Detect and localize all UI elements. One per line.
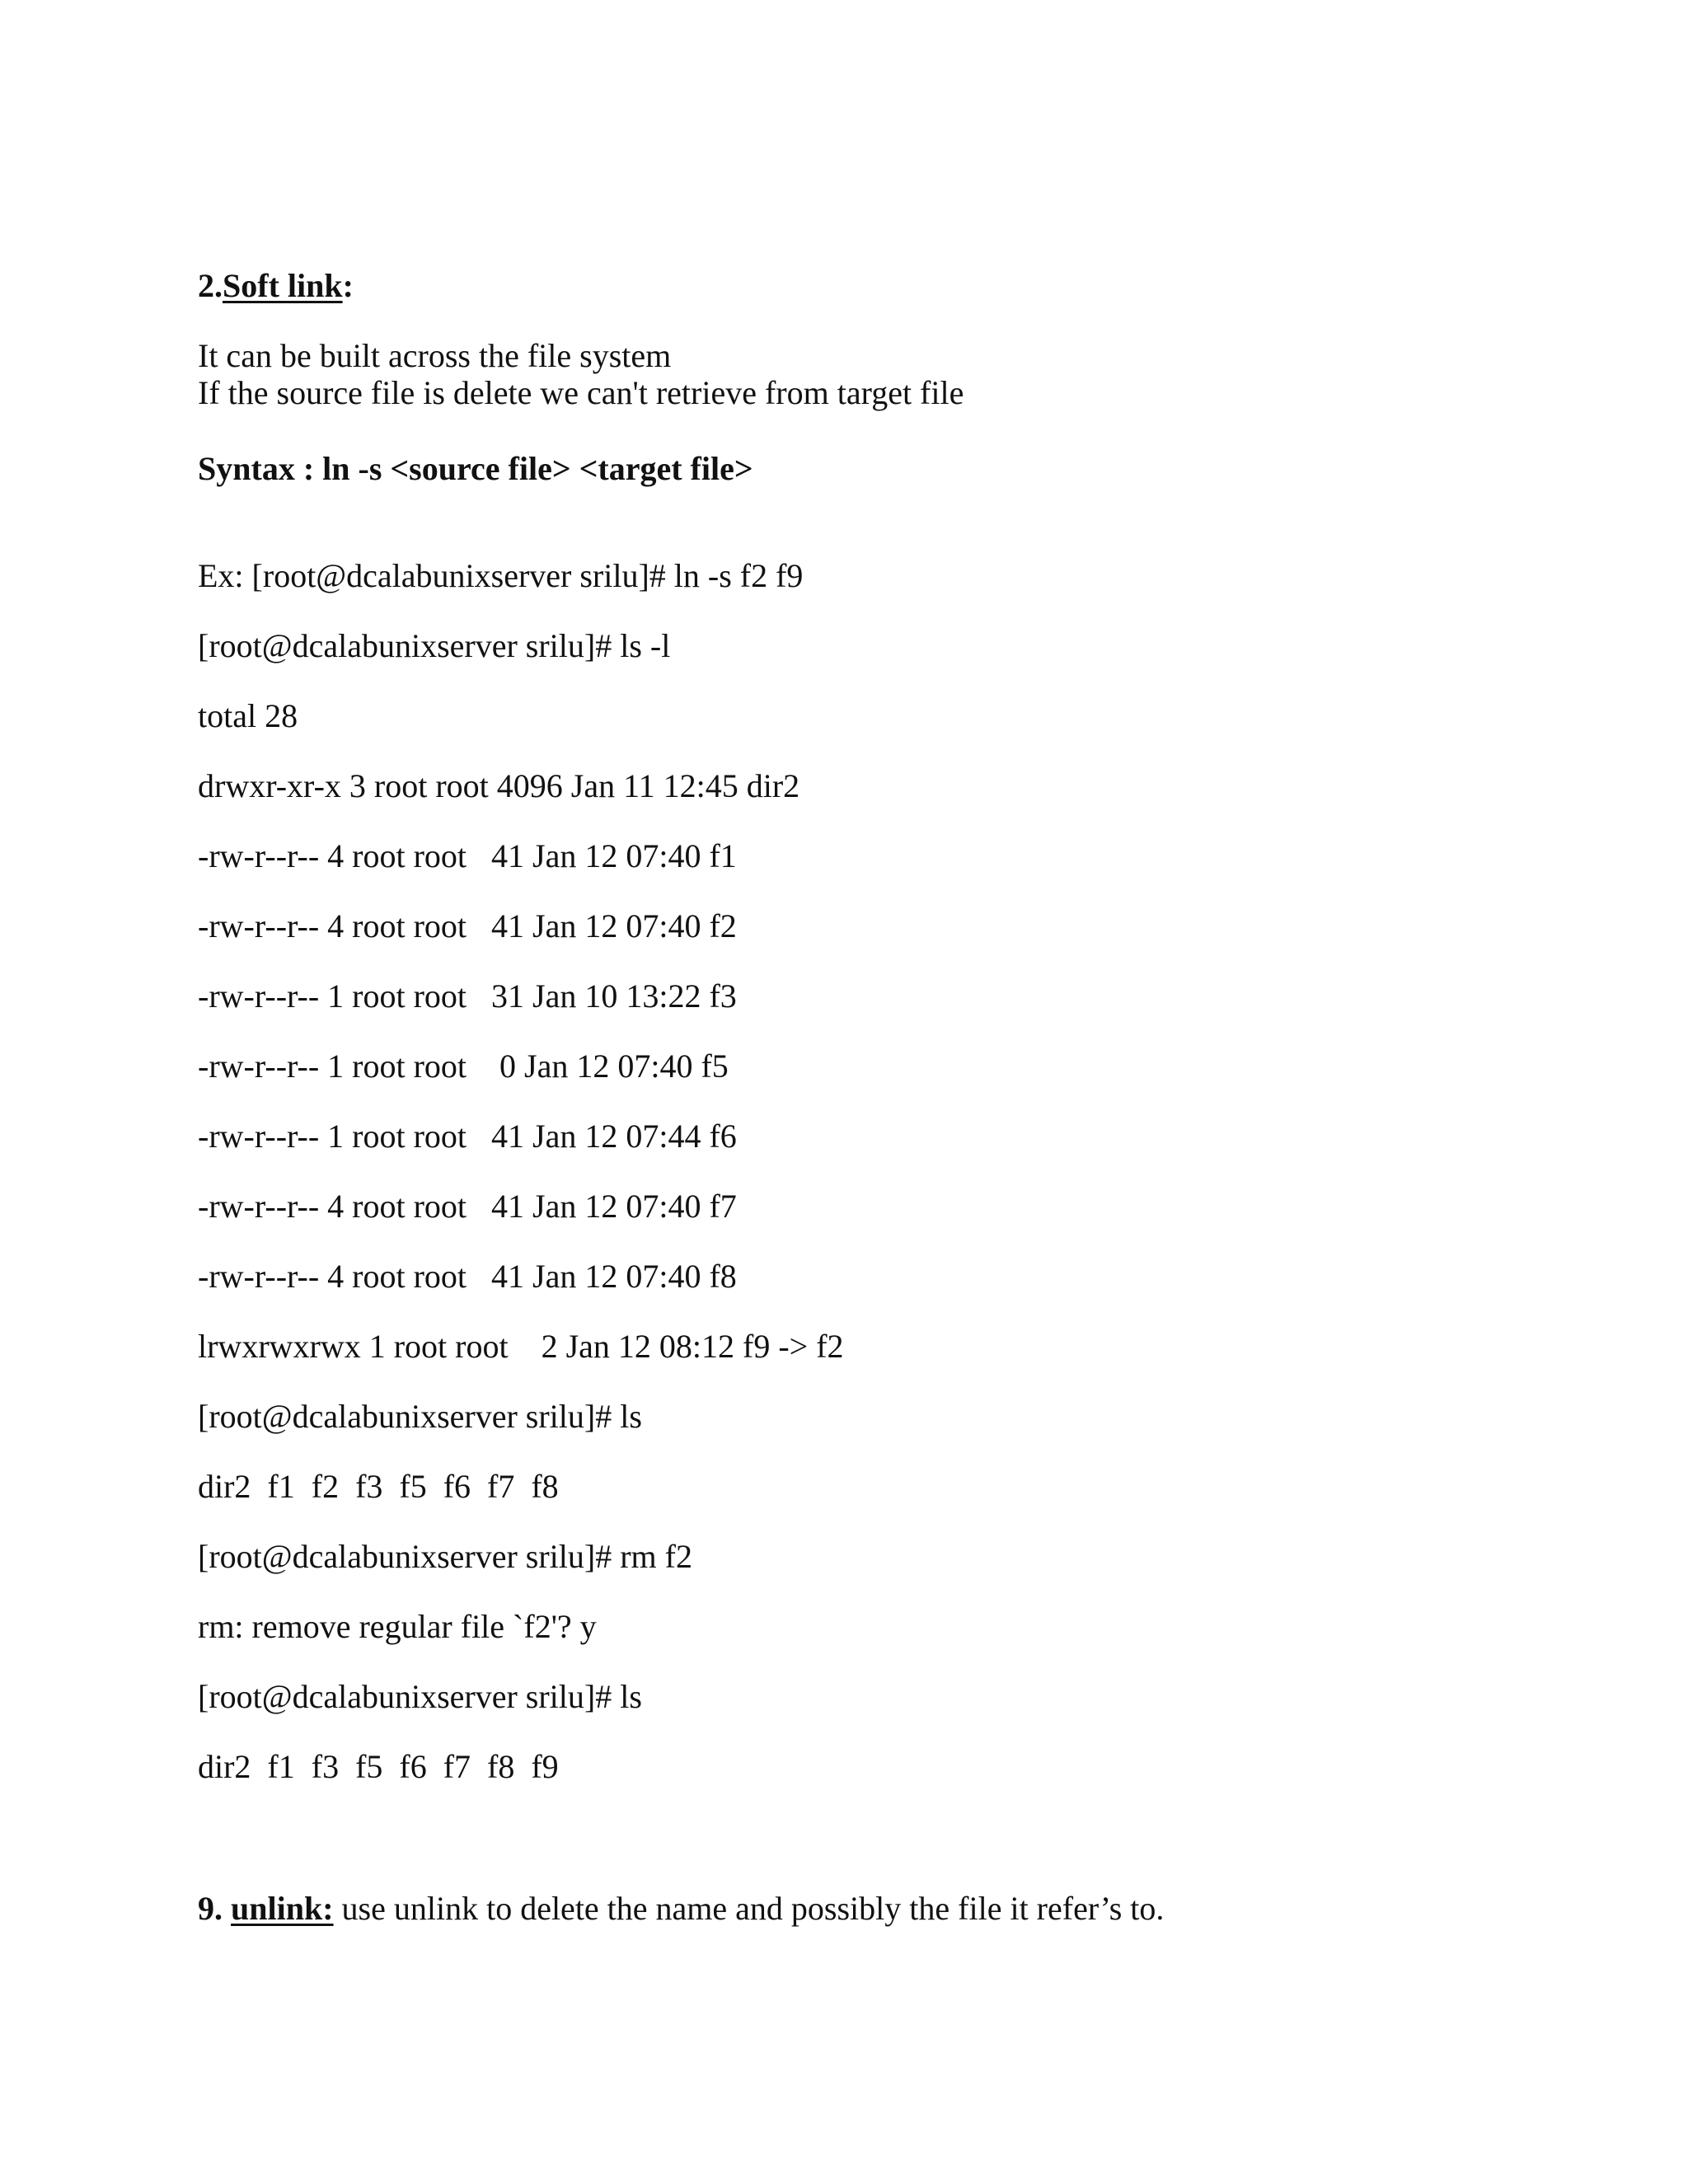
description-line-1: It can be built across the file system: [198, 337, 672, 374]
section-heading: [198, 266, 354, 306]
example-line-6: -rw-r--r-- 4 root root 41 Jan 12 07:40 f2: [198, 907, 737, 944]
example-line-8: -rw-r--r-- 1 root root 0 Jan 12 07:40 f5: [198, 1047, 729, 1085]
example-line-18: dir2 f1 f3 f5 f6 f7 f8 f9: [198, 1748, 559, 1785]
section-colon: :: [342, 267, 354, 304]
example-line-5: -rw-r--r-- 4 root root 41 Jan 12 07:40 f1: [198, 837, 737, 874]
syntax-line: Syntax : ln -s <source file> <target file>: [198, 450, 753, 487]
description-line-2: If the source file is delete we can't retrieve from target file: [198, 374, 964, 411]
unlink-section: [198, 1889, 1164, 1929]
example-line-15: [root@dcalabunixserver srilu]# rm f2: [198, 1538, 692, 1575]
example-line-12: lrwxrwxrwx 1 root root 2 Jan 12 08:12 f9 -> f2: [198, 1328, 844, 1365]
section-number: 2.: [198, 267, 223, 304]
unlink-title: unlink:: [231, 1890, 334, 1927]
example-line-11: -rw-r--r-- 4 root root 41 Jan 12 07:40 f8: [198, 1258, 737, 1295]
section-title: Soft link: [223, 267, 343, 304]
example-line-16: rm: remove regular file `f2'? y: [198, 1608, 597, 1645]
example-line-4: drwxr-xr-x 3 root root 4096 Jan 11 12:45 dir2: [198, 767, 800, 804]
example-line-13: [root@dcalabunixserver srilu]# ls: [198, 1398, 642, 1435]
unlink-number: 9.: [198, 1890, 231, 1927]
example-line-17: [root@dcalabunixserver srilu]# ls: [198, 1678, 642, 1715]
example-line-10: -rw-r--r-- 4 root root 41 Jan 12 07:40 f7: [198, 1188, 737, 1225]
example-line-9: -rw-r--r-- 1 root root 41 Jan 12 07:44 f6: [198, 1118, 737, 1155]
example-line-3: total 28: [198, 697, 298, 734]
example-line-2: [root@dcalabunixserver srilu]# ls -l: [198, 627, 671, 664]
unlink-description: use unlink to delete the name and possibly the file it refer’s to.: [333, 1890, 1165, 1927]
example-line-7: -rw-r--r-- 1 root root 31 Jan 10 13:22 f3: [198, 977, 737, 1015]
example-line-14: dir2 f1 f2 f3 f5 f6 f7 f8: [198, 1468, 559, 1505]
example-line-1: Ex: [root@dcalabunixserver srilu]# ln -s f2 f9: [198, 557, 804, 594]
